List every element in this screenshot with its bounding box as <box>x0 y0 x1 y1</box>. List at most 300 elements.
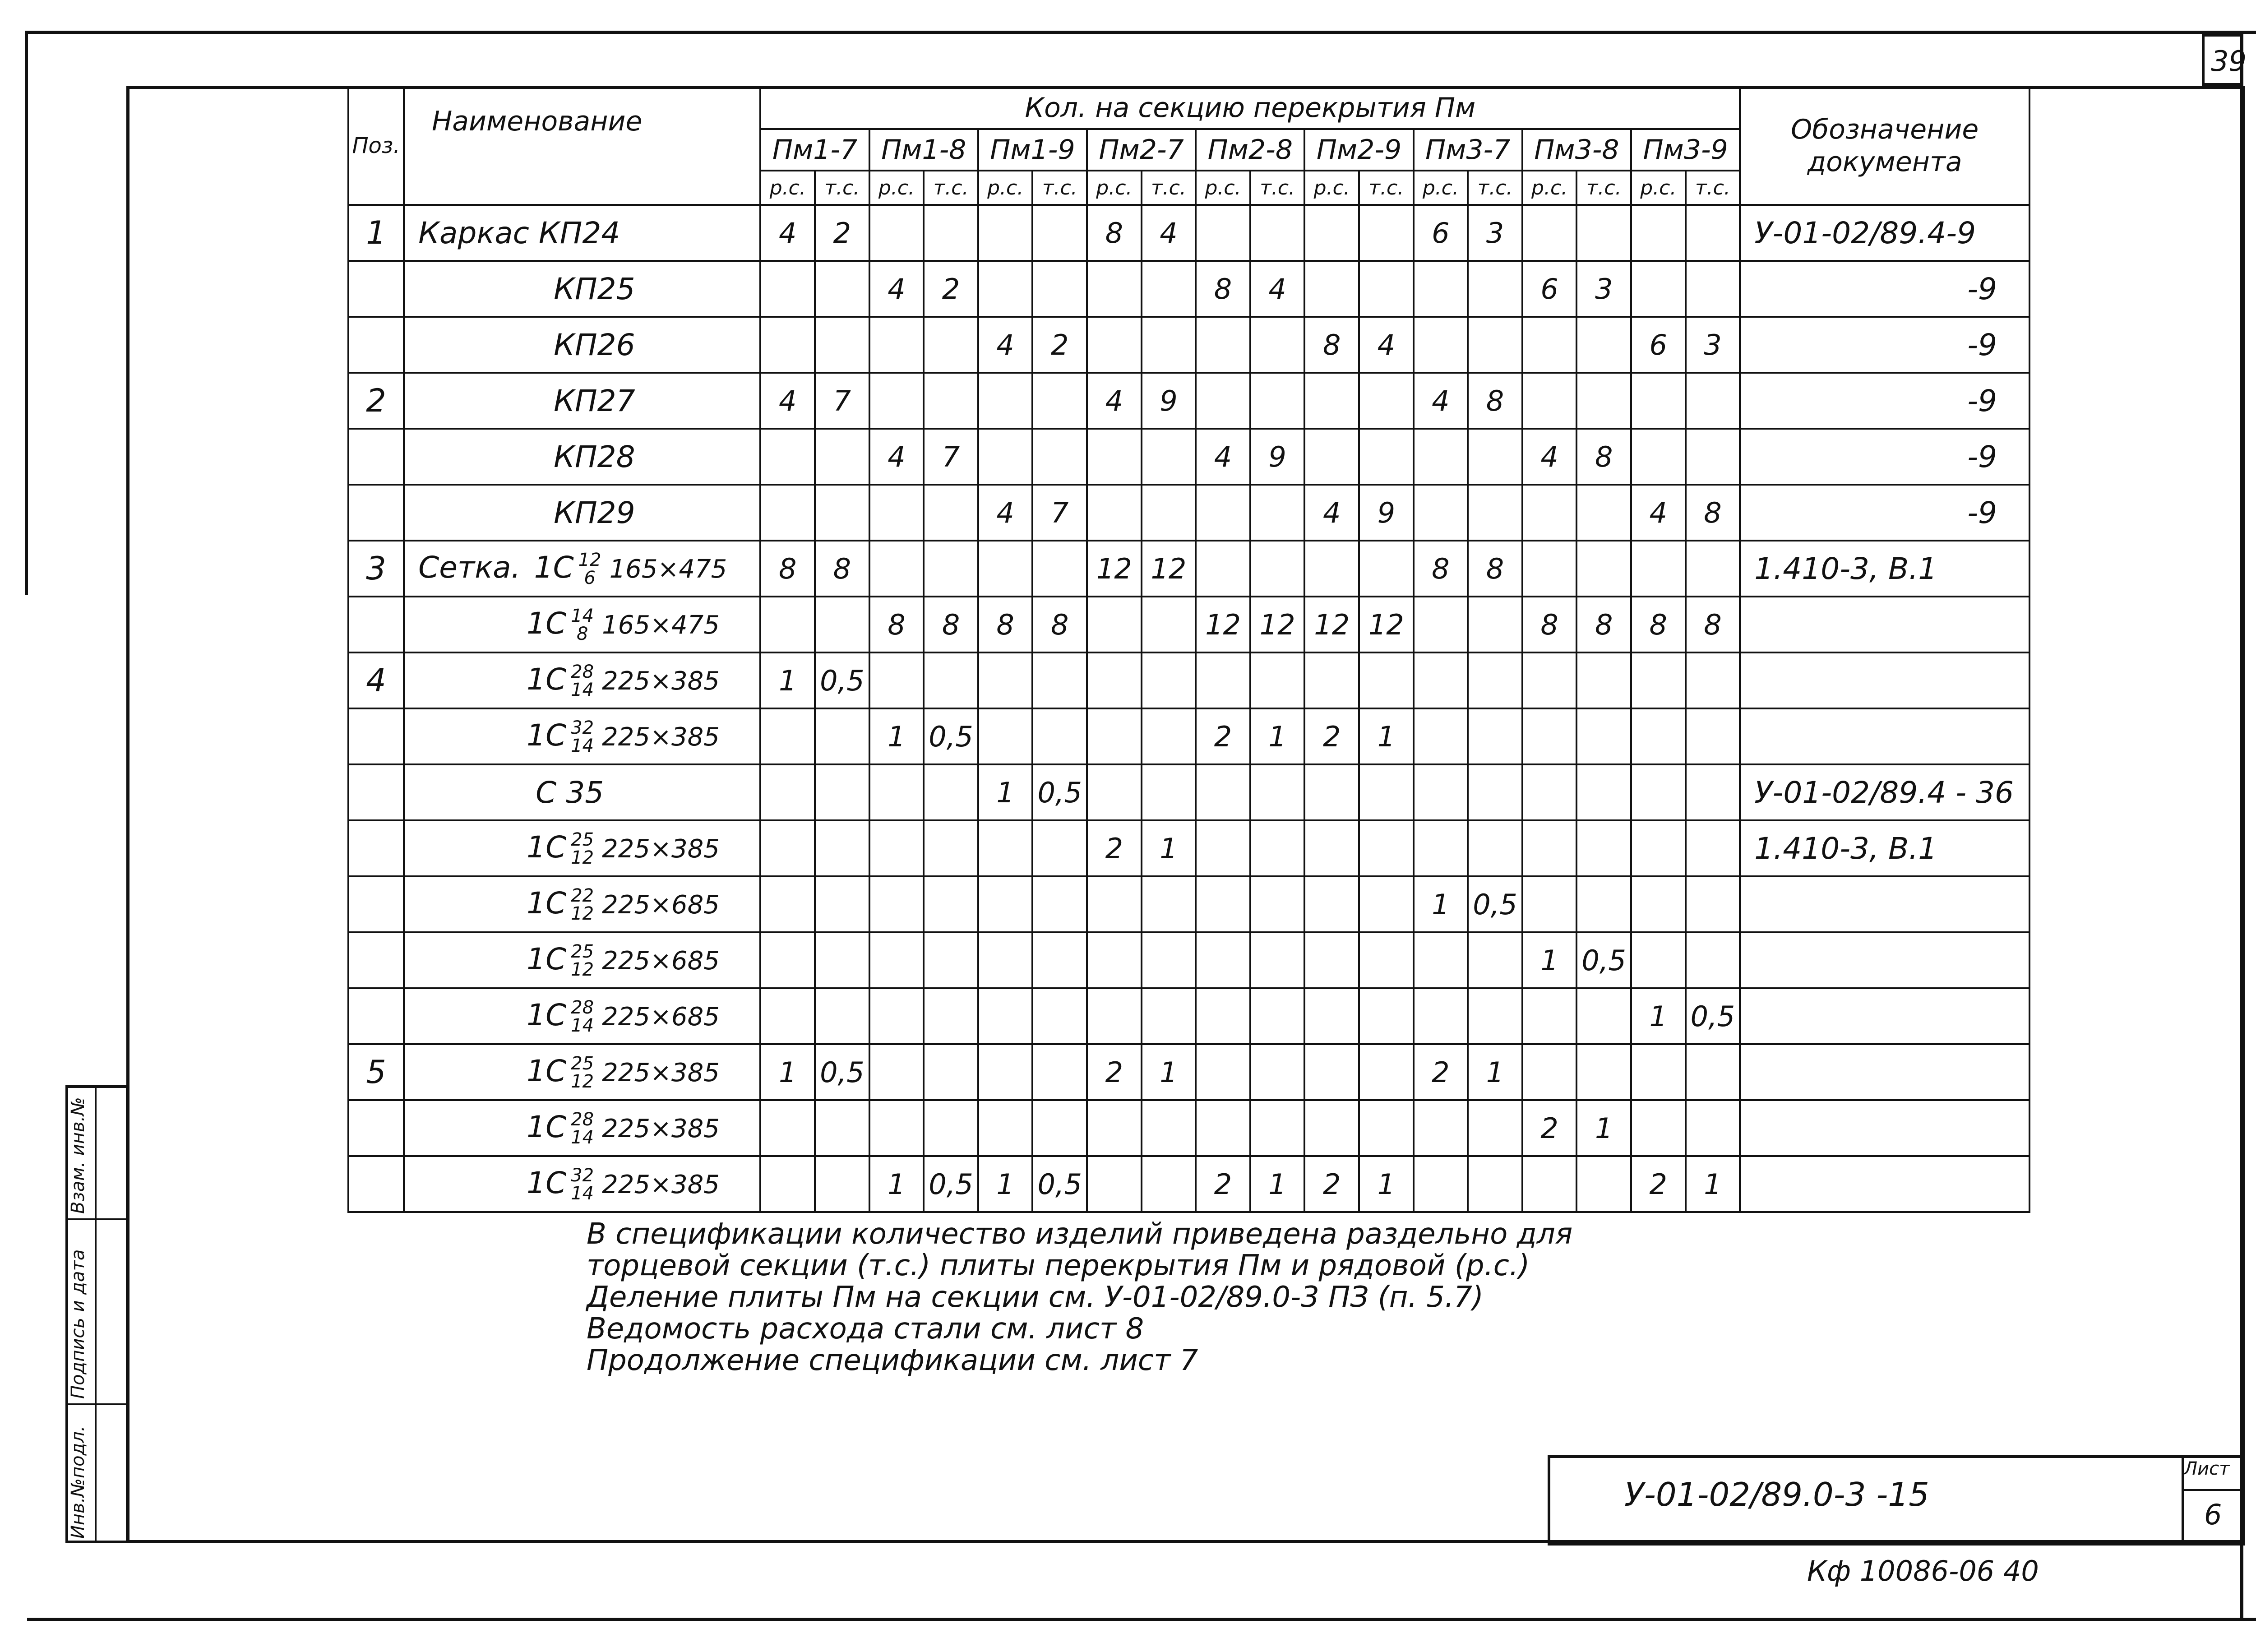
qty-cell <box>1196 764 1250 820</box>
mesh-mark: 1С <box>527 1165 567 1200</box>
qty-cell <box>1576 485 1631 541</box>
mesh-fraction-bottom: 14 <box>571 736 594 757</box>
mesh-mark: 1С <box>527 885 567 921</box>
mesh-fraction <box>571 607 594 643</box>
qty-cell <box>760 708 815 764</box>
table-row <box>348 1100 2029 1156</box>
qty-cell <box>1468 652 1522 708</box>
qty-cell <box>1196 1100 1250 1156</box>
qty-cell <box>1250 988 1305 1044</box>
qty-cell <box>1576 205 1631 261</box>
qty-cell <box>978 708 1033 764</box>
qty-cell: 1 <box>869 1156 924 1212</box>
subheader-rs: р.с. <box>869 171 924 205</box>
mesh-fraction <box>571 1055 594 1091</box>
name-cell: Каркас КП24 <box>404 205 760 261</box>
mesh-fraction <box>571 999 594 1035</box>
qty-cell <box>1631 429 1686 485</box>
qty-cell <box>924 988 978 1044</box>
qty-cell <box>760 485 815 541</box>
qty-cell <box>1087 708 1142 764</box>
item-prefix: Сетка. <box>418 550 521 585</box>
qty-cell: 8 <box>869 597 924 652</box>
qty-cell <box>1250 205 1305 261</box>
qty-cell <box>1304 820 1359 876</box>
mesh-mark: 1С <box>527 941 567 976</box>
qty-cell <box>1142 764 1196 820</box>
qty-cell: 12 <box>1250 597 1305 652</box>
subheader-rs: р.с. <box>1522 171 1577 205</box>
qty-cell <box>1196 820 1250 876</box>
qty-cell <box>760 876 815 932</box>
qty-cell <box>1686 764 1740 820</box>
qty-cell <box>1414 708 1468 764</box>
mesh-fraction-bottom: 12 <box>571 1071 594 1092</box>
pos-cell <box>348 764 404 820</box>
qty-cell: 1 <box>760 652 815 708</box>
mesh-dimensions: 225×385 <box>602 1114 720 1143</box>
qty-cell <box>1196 876 1250 932</box>
qty-cell: 8 <box>1414 541 1468 597</box>
table-row <box>348 652 2029 708</box>
qty-cell <box>924 373 978 429</box>
section-header: Пм2-9 <box>1304 129 1413 171</box>
pos-cell: 2 <box>348 373 404 429</box>
qty-cell: 2 <box>1196 708 1250 764</box>
qty-cell <box>1304 261 1359 317</box>
qty-cell <box>1414 1156 1468 1212</box>
qty-cell <box>1359 373 1414 429</box>
qty-cell: 3 <box>1468 205 1522 261</box>
qty-cell <box>1087 261 1142 317</box>
table-row <box>348 1044 2029 1100</box>
mesh-mark: 1С <box>534 550 574 585</box>
qty-cell <box>1196 373 1250 429</box>
doc-cell <box>1740 597 2029 652</box>
qty-cell <box>1032 373 1087 429</box>
qty-cell <box>1032 932 1087 988</box>
sheet-box-divider <box>2182 1489 2245 1491</box>
qty-cell <box>1359 988 1414 1044</box>
qty-cell <box>1576 876 1631 932</box>
qty-cell <box>1686 652 1740 708</box>
qty-cell: 4 <box>1631 485 1686 541</box>
mesh-fraction-top: 25 <box>571 829 594 851</box>
mesh-mark: 1С <box>527 829 567 865</box>
doc-cell <box>1740 932 2029 988</box>
section-header: Пм3-8 <box>1522 129 1631 171</box>
qty-cell <box>1576 820 1631 876</box>
qty-cell <box>1686 205 1740 261</box>
qty-cell: 7 <box>815 373 869 429</box>
pos-cell <box>348 932 404 988</box>
qty-cell <box>1032 1044 1087 1100</box>
qty-cell <box>1087 1156 1142 1212</box>
qty-cell <box>978 1044 1033 1100</box>
side-stamp-line-1 <box>65 1218 129 1220</box>
qty-cell <box>815 932 869 988</box>
qty-cell: 6 <box>1631 317 1686 373</box>
qty-cell <box>1032 652 1087 708</box>
qty-cell <box>924 1100 978 1156</box>
qty-cell <box>760 1100 815 1156</box>
qty-cell <box>1032 820 1087 876</box>
section-header: Пм1-8 <box>869 129 978 171</box>
qty-cell <box>978 932 1033 988</box>
qty-cell: 2 <box>1304 1156 1359 1212</box>
subheader-rs: р.с. <box>978 171 1033 205</box>
qty-cell <box>1359 541 1414 597</box>
qty-cell <box>1576 1044 1631 1100</box>
qty-cell <box>1304 1100 1359 1156</box>
subheader-ts: т.с. <box>1142 171 1196 205</box>
pos-cell <box>348 988 404 1044</box>
mesh-fraction-bottom: 12 <box>571 847 594 869</box>
qty-cell: 4 <box>1359 317 1414 373</box>
mesh-fraction-top: 12 <box>578 550 601 571</box>
subheader-ts: т.с. <box>1359 171 1414 205</box>
qty-cell: 12 <box>1304 597 1359 652</box>
qty-cell <box>1142 932 1196 988</box>
qty-cell <box>815 261 869 317</box>
doc-cell: -9 <box>1740 261 2029 317</box>
qty-cell <box>1414 485 1468 541</box>
name-cell <box>404 652 760 708</box>
qty-cell <box>1631 820 1686 876</box>
doc-cell <box>1740 1044 2029 1100</box>
qty-cell <box>1250 1100 1305 1156</box>
qty-cell: 9 <box>1359 485 1414 541</box>
qty-cell <box>1631 652 1686 708</box>
qty-cell <box>1142 876 1196 932</box>
qty-cell <box>1468 261 1522 317</box>
qty-cell: 2 <box>1304 708 1359 764</box>
qty-cell <box>1468 932 1522 988</box>
page-number: 39 <box>2211 45 2247 78</box>
qty-cell: 2 <box>1087 1044 1142 1100</box>
qty-cell <box>1686 373 1740 429</box>
qty-cell <box>1414 597 1468 652</box>
qty-cell: 4 <box>1522 429 1577 485</box>
qty-cell <box>1196 485 1250 541</box>
mesh-dimensions: 165×475 <box>609 554 727 584</box>
subheader-ts: т.с. <box>815 171 869 205</box>
qty-cell <box>1686 820 1740 876</box>
section-header: Пм3-9 <box>1631 129 1740 171</box>
section-header: Пм2-7 <box>1087 129 1196 171</box>
qty-cell: 0,5 <box>1686 988 1740 1044</box>
mesh-fraction <box>571 1166 594 1203</box>
qty-cell <box>1032 541 1087 597</box>
qty-cell <box>1250 541 1305 597</box>
pos-cell <box>348 597 404 652</box>
sheet-label: Лист <box>2184 1458 2230 1479</box>
qty-cell <box>1686 429 1740 485</box>
qty-cell <box>815 597 869 652</box>
qty-cell <box>815 1156 869 1212</box>
name-cell <box>404 708 760 764</box>
doc-cell <box>1740 876 2029 932</box>
side-stamp-divider <box>95 1085 97 1543</box>
qty-cell <box>815 485 869 541</box>
qty-cell <box>1631 764 1686 820</box>
mesh-mark: 1С <box>527 1053 567 1088</box>
specification-table <box>347 86 2030 1213</box>
qty-cell <box>1414 652 1468 708</box>
table-row <box>348 988 2029 1044</box>
qty-cell <box>1087 932 1142 988</box>
qty-cell <box>978 541 1033 597</box>
footer-code: Кф 10086-06 40 <box>1807 1555 2039 1587</box>
qty-cell <box>1196 988 1250 1044</box>
qty-cell <box>760 261 815 317</box>
qty-cell <box>1468 820 1522 876</box>
doc-cell: У-01-02/89.4-9 <box>1740 205 2029 261</box>
qty-cell: 2 <box>815 205 869 261</box>
qty-cell: 1 <box>1576 1100 1631 1156</box>
mesh-fraction-top: 28 <box>571 997 594 1018</box>
qty-cell: 1 <box>1250 1156 1305 1212</box>
doc-header <box>1740 87 2029 205</box>
mesh-fraction-top: 22 <box>571 885 594 907</box>
qty-cell <box>869 205 924 261</box>
subheader-rs: р.с. <box>760 171 815 205</box>
note-line: торцевой секции (т.с.) плиты перекрытия Пм и рядовой (р.с.) <box>587 1249 1530 1282</box>
pos-header: Поз. <box>348 87 404 205</box>
qty-cell: 2 <box>924 261 978 317</box>
qty-cell <box>1196 1044 1250 1100</box>
name-cell <box>404 1044 760 1100</box>
side-stamp-line-2 <box>65 1403 129 1405</box>
qty-cell <box>1631 876 1686 932</box>
qty-cell <box>1032 429 1087 485</box>
qty-cell <box>1250 317 1305 373</box>
mesh-dimensions: 225×385 <box>602 722 720 752</box>
qty-cell: 4 <box>760 373 815 429</box>
doc-cell <box>1740 1156 2029 1212</box>
mesh-mark: 1С <box>527 662 567 697</box>
qty-cell: 9 <box>1250 429 1305 485</box>
qty-cell <box>1032 708 1087 764</box>
table-row <box>348 820 2029 876</box>
qty-cell <box>1576 652 1631 708</box>
pos-cell: 1 <box>348 205 404 261</box>
qty-cell: 12 <box>1196 597 1250 652</box>
qty-cell <box>1522 541 1577 597</box>
qty-cell: 4 <box>1196 429 1250 485</box>
mesh-dimensions: 225×685 <box>602 1002 720 1032</box>
qty-cell: 4 <box>1304 485 1359 541</box>
qty-cell: 0,5 <box>924 1156 978 1212</box>
name-cell <box>404 876 760 932</box>
qty-cell <box>1087 597 1142 652</box>
qty-cell <box>924 652 978 708</box>
mesh-fraction-top: 32 <box>571 717 594 739</box>
qty-cell <box>924 820 978 876</box>
qty-cell <box>978 1100 1033 1156</box>
qty-cell <box>815 988 869 1044</box>
qty-cell <box>1196 317 1250 373</box>
qty-cell: 1 <box>978 764 1033 820</box>
qty-cell <box>1631 205 1686 261</box>
qty-cell <box>1032 1100 1087 1156</box>
doc-cell: -9 <box>1740 485 2029 541</box>
qty-cell: 9 <box>1142 373 1196 429</box>
qty-cell: 8 <box>1087 205 1142 261</box>
qty-cell <box>1631 373 1686 429</box>
qty-cell <box>1142 652 1196 708</box>
qty-cell: 8 <box>1304 317 1359 373</box>
qty-cell <box>1686 1044 1740 1100</box>
qty-cell <box>1250 820 1305 876</box>
qty-cell <box>1359 820 1414 876</box>
qty-cell: 4 <box>1414 373 1468 429</box>
qty-cell: 8 <box>1196 261 1250 317</box>
side-stamp-vzam: Взам. инв.№ <box>68 1097 88 1214</box>
note-line: В спецификации количество изделий приведена раздельно для <box>587 1217 1573 1251</box>
qty-cell <box>1468 429 1522 485</box>
qty-cell: 4 <box>978 485 1033 541</box>
qty-cell <box>924 876 978 932</box>
qty-cell <box>1468 708 1522 764</box>
qty-cell <box>1522 988 1577 1044</box>
qty-cell <box>1522 708 1577 764</box>
qty-cell <box>1032 988 1087 1044</box>
qty-cell <box>1087 485 1142 541</box>
qty-cell <box>1196 932 1250 988</box>
doc-cell <box>1740 652 2029 708</box>
qty-cell <box>1414 820 1468 876</box>
section-header: Пм2-8 <box>1196 129 1304 171</box>
mesh-fraction-bottom: 14 <box>571 1015 594 1037</box>
mesh-fraction <box>571 887 594 923</box>
mesh-fraction <box>571 831 594 867</box>
qty-cell: 2 <box>1032 317 1087 373</box>
qty-cell <box>924 317 978 373</box>
name-cell <box>404 988 760 1044</box>
qty-cell <box>1359 1100 1414 1156</box>
table-row <box>348 485 2029 541</box>
qty-cell <box>760 597 815 652</box>
qty-cell: 8 <box>1631 597 1686 652</box>
doc-cell: -9 <box>1740 373 2029 429</box>
mesh-fraction-bottom: 14 <box>571 1127 594 1148</box>
table-row <box>348 317 2029 373</box>
qty-cell <box>1359 1044 1414 1100</box>
pos-cell <box>348 1156 404 1212</box>
name-header: Наименование <box>404 87 760 205</box>
qty-cell <box>924 205 978 261</box>
qty-cell <box>1576 708 1631 764</box>
subheader-rs: р.с. <box>1631 171 1686 205</box>
qty-cell <box>869 373 924 429</box>
qty-cell <box>1304 764 1359 820</box>
qty-cell: 1 <box>1359 1156 1414 1212</box>
qty-cell <box>1032 261 1087 317</box>
qty-cell <box>1414 764 1468 820</box>
qty-cell <box>1304 652 1359 708</box>
mesh-fraction-bottom: 14 <box>571 680 594 701</box>
name-cell <box>404 1156 760 1212</box>
qty-cell <box>1304 205 1359 261</box>
qty-cell <box>1522 1156 1577 1212</box>
name-cell <box>404 820 760 876</box>
qty-cell: 12 <box>1359 597 1414 652</box>
mesh-fraction-top: 25 <box>571 941 594 963</box>
table-row <box>348 597 2029 652</box>
mesh-mark: 1С <box>527 997 567 1032</box>
qty-cell <box>1304 932 1359 988</box>
subheader-ts: т.с. <box>1576 171 1631 205</box>
qty-cell <box>1142 597 1196 652</box>
qty-cell <box>1576 317 1631 373</box>
qty-cell: 2 <box>1631 1156 1686 1212</box>
qty-cell <box>1359 932 1414 988</box>
qty-cell <box>1686 876 1740 932</box>
qty-cell: 8 <box>1576 429 1631 485</box>
qty-cell <box>1359 764 1414 820</box>
qty-cell <box>1576 988 1631 1044</box>
qty-cell <box>1304 429 1359 485</box>
qty-cell: 1 <box>1522 932 1577 988</box>
qty-cell: 1 <box>1142 1044 1196 1100</box>
qty-cell <box>869 764 924 820</box>
qty-cell <box>1468 485 1522 541</box>
qty-cell <box>1576 541 1631 597</box>
mesh-dimensions: 225×385 <box>602 666 720 696</box>
mesh-fraction-bottom: 6 <box>584 568 596 589</box>
qty-cell: 1 <box>1250 708 1305 764</box>
qty-cell <box>1468 764 1522 820</box>
qty-cell <box>924 541 978 597</box>
qty-cell <box>1414 988 1468 1044</box>
qty-cell: 1 <box>1468 1044 1522 1100</box>
qty-cell: 4 <box>869 429 924 485</box>
qty-cell <box>1631 932 1686 988</box>
qty-cell <box>1631 1044 1686 1100</box>
qty-cell <box>1142 261 1196 317</box>
doc-header-text: Обозначение документа <box>1790 114 1979 178</box>
right-border-line <box>2240 31 2243 1619</box>
qty-cell <box>1522 317 1577 373</box>
qty-cell <box>1359 261 1414 317</box>
qty-cell <box>1032 876 1087 932</box>
qty-cell <box>1631 541 1686 597</box>
qty-cell <box>760 317 815 373</box>
qty-cell <box>760 988 815 1044</box>
qty-cell <box>869 876 924 932</box>
mesh-fraction <box>571 943 594 979</box>
pos-cell <box>348 317 404 373</box>
qty-cell <box>924 932 978 988</box>
qty-cell <box>1142 485 1196 541</box>
qty-cell <box>1631 261 1686 317</box>
subheader-ts: т.с. <box>1468 171 1522 205</box>
subheader-rs: р.с. <box>1087 171 1142 205</box>
qty-cell: 8 <box>1032 597 1087 652</box>
pos-cell <box>348 820 404 876</box>
qty-cell <box>1250 485 1305 541</box>
qty-cell <box>1250 876 1305 932</box>
qty-cell <box>869 988 924 1044</box>
mesh-fraction <box>571 719 594 755</box>
qty-cell: 4 <box>1250 261 1305 317</box>
doc-cell: -9 <box>1740 317 2029 373</box>
qty-cell <box>978 429 1033 485</box>
qty-cell <box>1359 205 1414 261</box>
qty-cell <box>978 261 1033 317</box>
qty-group-header: Кол. на секцию перекрытия Пм <box>760 87 1740 129</box>
